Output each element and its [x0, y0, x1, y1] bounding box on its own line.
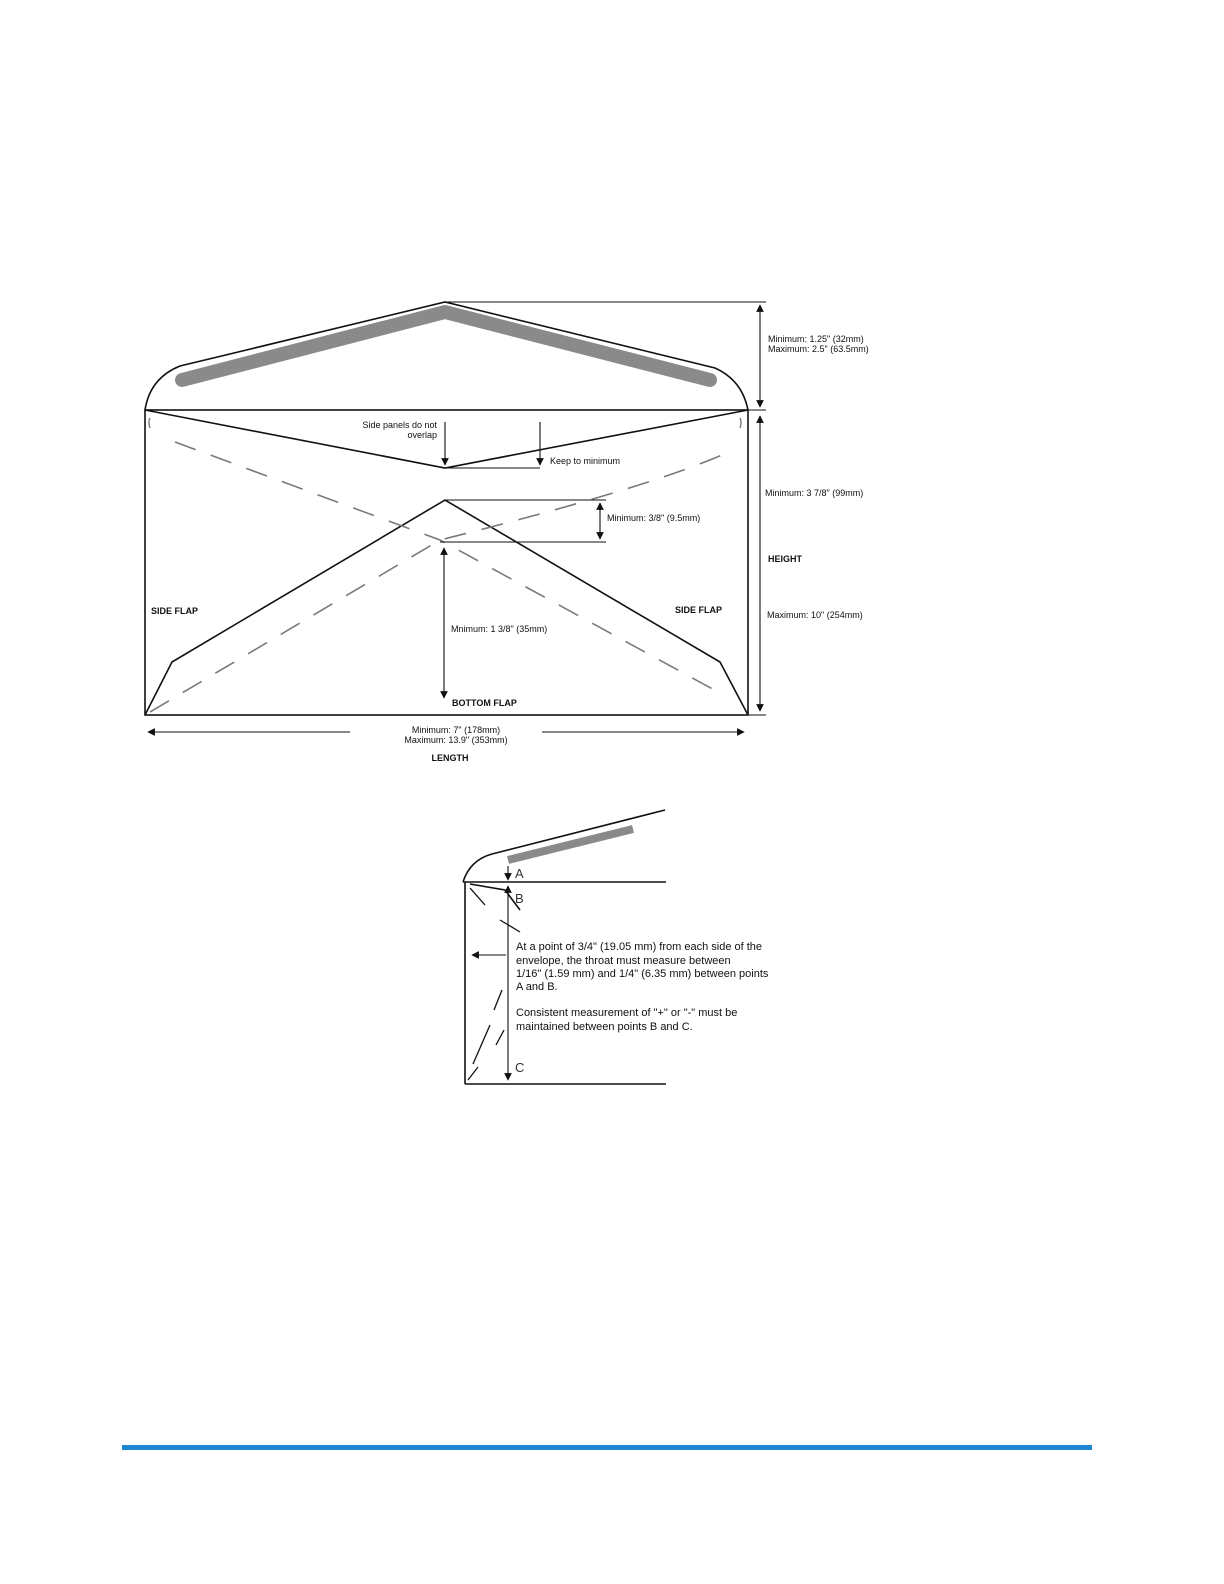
throat-note-2 [516, 1007, 737, 1033]
throat-dashed-lines [468, 888, 520, 1080]
bottom-flap-height-label: Mnimum: 1 3/8" (35mm) [451, 624, 548, 634]
point-a-label: A [515, 866, 524, 881]
center-gap-label: Minimum: 3/8" (9.5mm) [607, 513, 701, 523]
point-b-label: B [515, 891, 524, 906]
svg-text:maintained between points B an: maintained between points B and C. [516, 1021, 693, 1033]
svg-text:1/16" (1.59 mm) and 1/4" (6.35: 1/16" (1.59 mm) and 1/4" (6.35 mm) between points [516, 968, 769, 980]
svg-text:At a point of 3/4" (19.05 mm): At a point of 3/4" (19.05 mm) from each side of the [516, 941, 763, 953]
footer-rule [122, 1445, 1092, 1450]
dashed-fold-lines [150, 442, 728, 712]
length-max-label: Maximum: 13.9" (353mm) [404, 735, 508, 745]
top-flap-min-label: Minimum: 1.25" (32mm) [768, 334, 864, 344]
side-panels-label: Side panels do not [362, 420, 437, 430]
keep-minimum-label: Keep to minimum [550, 456, 621, 466]
top-flap-max-label: Maximum: 2.5" (63.5mm) [768, 344, 869, 354]
side-flap-left-label: SIDE FLAP [151, 606, 199, 616]
svg-text:envelope, the throat must meas: envelope, the throat must measure between [516, 955, 731, 967]
bottom-flap-label: BOTTOM FLAP [452, 698, 517, 708]
height-label: HEIGHT [768, 554, 803, 564]
point-c-label: C [515, 1060, 525, 1075]
height-max-label: Maximum: 10" (254mm) [767, 610, 863, 620]
throat-note-1 [516, 941, 769, 993]
svg-text:Consistent measurement of "+": Consistent measurement of "+" or "-" must be [516, 1007, 738, 1019]
side-flap-right-label: SIDE FLAP [675, 605, 723, 615]
height-min-label: Minimum: 3 7/8" (99mm) [765, 488, 864, 498]
svg-text:A and B.: A and B. [516, 981, 558, 993]
length-min-label: Minimum: 7" (178mm) [411, 725, 501, 735]
side-panels-label-2: overlap [407, 430, 437, 440]
length-label: LENGTH [431, 753, 469, 763]
